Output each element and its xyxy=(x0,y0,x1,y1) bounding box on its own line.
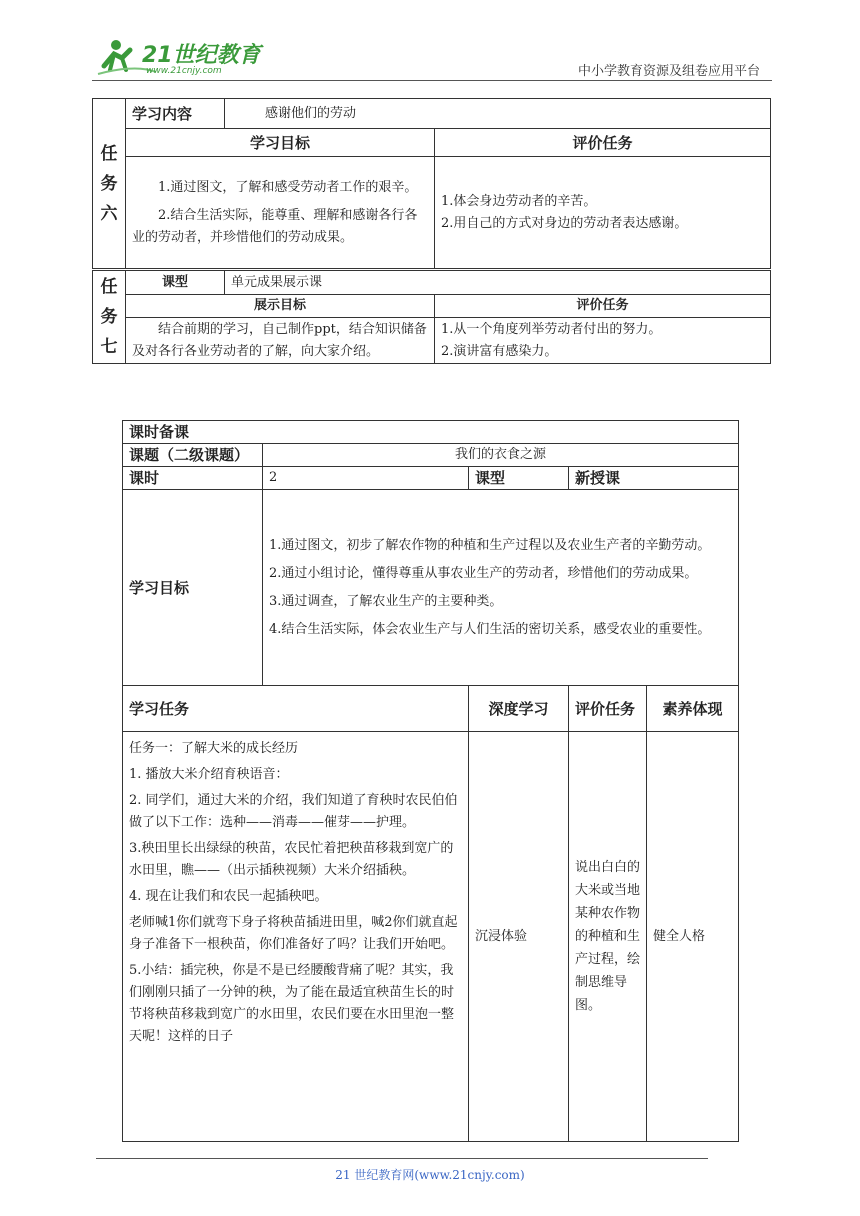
task7-table xyxy=(92,270,771,364)
lesson-goal-4: 4.结合生活实际，体会农业生产与人们生活的密切关系，感受农业的重要性。 xyxy=(269,621,711,637)
task7-eval-2: 2.演讲富有感染力。 xyxy=(441,343,558,359)
col-literacy-header: 素养体现 xyxy=(647,686,739,732)
footer-text: 21 世纪教育网(www.21cnjy.com) xyxy=(335,1168,525,1182)
lesson-goal-3: 3.通过调查，了解农业生产的主要种类。 xyxy=(269,593,503,609)
literacy-value: 健全人格 xyxy=(647,732,739,1142)
lesson-type-label: 课型 xyxy=(469,467,569,490)
task7-label: 任 务 七 xyxy=(93,271,126,364)
task7-type-value: 单元成果展示课 xyxy=(225,271,771,295)
task6-eval-header: 评价任务 xyxy=(435,129,771,157)
task7-goal: 结合前期的学习，自己制作ppt，结合知识储备及对各行各业劳动者的了解，向大家介绍。 xyxy=(126,318,435,364)
col-eval-header: 评价任务 xyxy=(569,686,647,732)
task7-goal-header: 展示目标 xyxy=(126,295,435,318)
footer-divider xyxy=(96,1158,708,1159)
eval-task-value: 说出白白的大米或当地某种农作物的种植和生产过程，绘制思维导图。 xyxy=(569,732,647,1142)
task6-goals xyxy=(126,157,435,269)
task6-goal-1: 1.通过图文，了解和感受劳动者工作的艰辛。 xyxy=(158,179,418,195)
task6-eval-1: 1.体会身边劳动者的辛苦。 xyxy=(441,193,597,209)
task6-evals xyxy=(435,157,771,269)
task-line-3: 2. 同学们，通过大米的介绍，我们知道了育秧时农民伯伯做了以下工作：选种——消毒——催芽——护理。 xyxy=(129,793,458,830)
lesson-type-value: 新授课 xyxy=(569,467,739,490)
task-line-4: 3.秧田里长出绿绿的秧苗，农民忙着把秧苗移栽到宽广的水田里，瞧——（出示插秧视频）大米介绍插秧。 xyxy=(129,841,454,878)
lesson-goals xyxy=(263,490,739,686)
task6-eval-2: 2.用自己的方式对身边的劳动者表达感谢。 xyxy=(441,215,688,231)
task6-goal-2: 2.结合生活实际，能尊重、理解和感谢各行各业的劳动者，并珍惜他们的劳动成果。 xyxy=(132,207,418,245)
task-line-6: 老师喊1你们就弯下身子将秧苗插进田里，喊2你们就直起身子准备下一根秧苗，你们准备好了吗？让我们开始吧。 xyxy=(129,915,458,952)
lesson-goal-2: 2.通过小组讨论，懂得尊重从事农业生产的劳动者，珍惜他们的劳动成果。 xyxy=(269,565,698,581)
task7-eval-1: 1.从一个角度列举劳动者付出的努力。 xyxy=(441,321,662,337)
task6-content-label: 学习内容 xyxy=(126,99,225,129)
lesson-table xyxy=(122,420,739,1142)
task7-evals xyxy=(435,318,771,364)
task6-content-value: 感谢他们的劳动 xyxy=(225,99,771,129)
task-line-2: 1. 播放大米介绍育秧语音： xyxy=(129,767,289,782)
lesson-goals-label: 学习目标 xyxy=(123,490,263,686)
task-line-7: 5.小结：插完秧，你是不是已经腰酸背痛了呢？其实，我们刚刚只插了一分钟的秧，为了能在最适宜秧苗生长的时节将秧苗移栽到宽广的水田里，农民们要在水田里泡一整天呢！这样的日子 xyxy=(129,963,455,1044)
lesson-title: 课时备课 xyxy=(123,421,739,444)
topic-value: 我们的衣食之源 xyxy=(263,444,739,467)
period-label: 课时 xyxy=(123,467,263,490)
task7-eval-header: 评价任务 xyxy=(435,295,771,318)
col-deep-header: 深度学习 xyxy=(469,686,569,732)
task6-label: 任 务 六 xyxy=(93,99,126,269)
lesson-goal-1: 1.通过图文，初步了解农作物的种植和生产过程以及农业生产者的辛勤劳动。 xyxy=(269,537,711,553)
task6-goal-header: 学习目标 xyxy=(126,129,435,157)
logo-text: 21世纪教育 xyxy=(142,43,261,68)
logo-url: www.21cnjy.com xyxy=(146,66,222,76)
header-platform-text: 中小学教育资源及组卷应用平台 xyxy=(577,64,760,79)
col-task-header: 学习任务 xyxy=(123,686,469,732)
task-line-5: 4. 现在让我们和农民一起插秧吧。 xyxy=(129,889,328,904)
task-description xyxy=(123,732,469,1142)
task6-table xyxy=(92,98,771,269)
site-logo xyxy=(96,36,266,80)
period-value: 2 xyxy=(263,467,469,490)
header-divider xyxy=(92,80,772,81)
task7-type-label: 课型 xyxy=(126,271,225,295)
topic-label: 课题（二级课题） xyxy=(123,444,263,467)
deep-learning-value: 沉浸体验 xyxy=(469,732,569,1142)
task-line-1: 任务一：了解大米的成长经历 xyxy=(129,741,299,756)
